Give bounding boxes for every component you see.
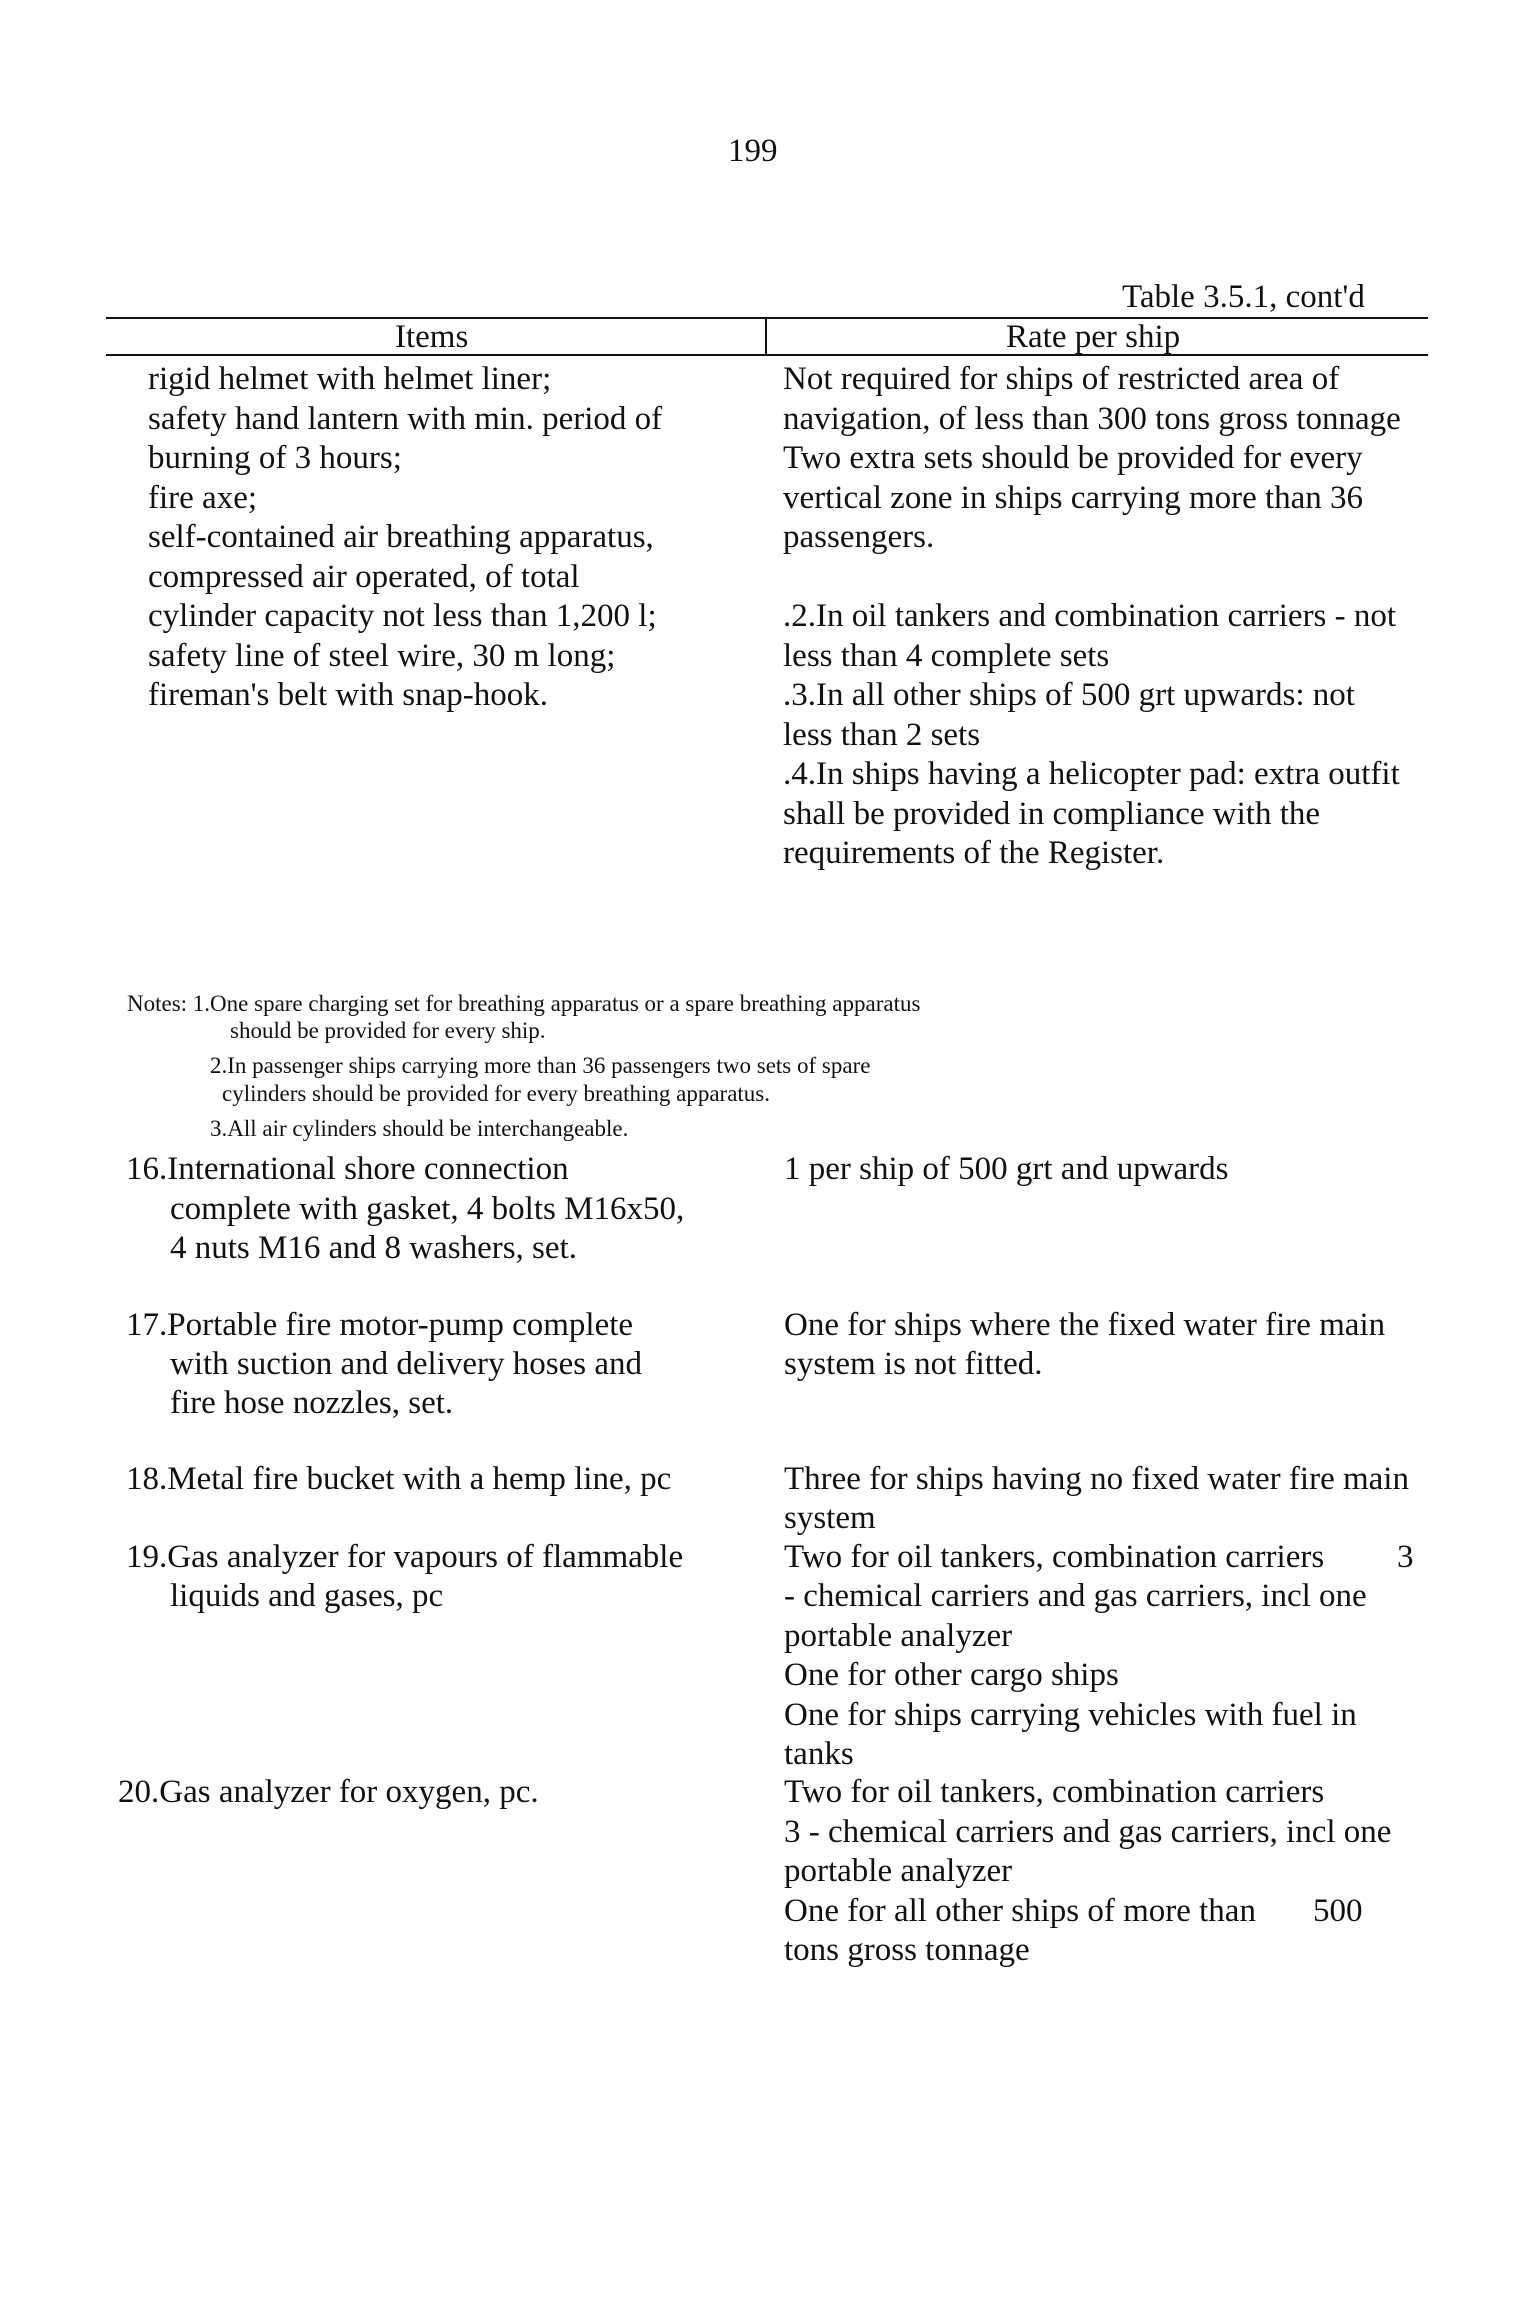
item-19-title: 19.Gas analyzer for vapours of flammable (126, 1539, 684, 1575)
item-17-rate: One for ships where the fixed water fire main (784, 1307, 1386, 1343)
item-16-line: 4 nuts M16 and 8 washers, set. (170, 1230, 577, 1266)
rate-line: vertical zone in ships carrying more than 36 (783, 479, 1364, 516)
item-20-rate-suffix: 500 (1313, 1893, 1363, 1929)
item-16-title: 16.International shore connection (126, 1151, 569, 1187)
item-19-line: liquids and gases, pc (170, 1578, 444, 1614)
rate-line: Not required for ships of restricted area of (783, 361, 1340, 397)
rate-line: Two extra sets should be provided for every (783, 440, 1363, 476)
rate-line: shall be provided in compliance with the (783, 795, 1321, 832)
note-1b: should be provided for every ship. (230, 1018, 546, 1043)
list-item: safety hand lantern with min. period of (148, 400, 663, 437)
list-item: burning of 3 hours; (148, 440, 402, 476)
page-number: 199 (728, 133, 778, 169)
rate-line: - chemical carriers and gas carriers, incl one (784, 1578, 1367, 1614)
rate-line: less than 4 complete sets (783, 637, 1110, 674)
rate-line: less than 2 sets (783, 716, 981, 753)
item-17-title: 17.Portable fire motor-pump complete (126, 1307, 634, 1343)
item-18-rate: system (784, 1500, 876, 1536)
item-19-rate-block (784, 1577, 1367, 1775)
list-item: cylinder capacity not less than 1,200 l; (148, 598, 657, 634)
header-column-divider (765, 317, 767, 356)
item-20-rate-last: One for all other ships of more than (784, 1893, 1256, 1929)
rate-line: navigation, of less than 300 tons gross tonnage (783, 400, 1401, 437)
rate-line: .3.In all other ships of 500 grt upwards: not (783, 677, 1355, 713)
item-20-rate-end: tons gross tonnage (784, 1932, 1030, 1968)
top-rate-part1 (783, 360, 1401, 558)
column-header-rate: Rate per ship (1006, 319, 1181, 355)
note-2a: 2.In passenger ships carrying more than 36 passengers two sets of spare (210, 1053, 871, 1078)
list-item: self-contained air breathing apparatus, (148, 519, 654, 555)
rate-line: One for other cargo ships (784, 1657, 1119, 1693)
rate-line: Two for oil tankers, combination carriers (784, 1774, 1325, 1810)
note-3: 3.All air cylinders should be interchangeable. (210, 1116, 629, 1141)
item-17-line: with suction and delivery hoses and (170, 1346, 642, 1382)
rate-line: 3 - chemical carriers and gas carriers, incl one (784, 1813, 1392, 1850)
rate-line: tanks (784, 1736, 854, 1772)
rate-line: portable analyzer (784, 1617, 1013, 1654)
table-caption: Table 3.5.1, cont'd (1122, 279, 1365, 315)
item-18-title: 18.Metal fire bucket with a hemp line, pc (126, 1461, 672, 1497)
note-1a: Notes: 1.One spare charging set for breathing apparatus or a spare breathing apparatus (127, 991, 921, 1016)
rate-line: passengers. (783, 519, 935, 555)
note-2b: cylinders should be provided for every breathing apparatus. (222, 1081, 770, 1106)
rate-line: requirements of the Register. (783, 835, 1165, 871)
item-20-title: 20.Gas analyzer for oxygen, pc. (118, 1774, 539, 1810)
item-18-rate: Three for ships having no fixed water fire main (784, 1461, 1409, 1497)
header-bottom-rule (106, 354, 1428, 356)
list-item: safety line of steel wire, 30 m long; (148, 637, 616, 674)
item-17-rate: system is not fitted. (784, 1346, 1043, 1382)
list-item: fireman's belt with snap-hook. (148, 677, 549, 713)
item-20-rate-block (784, 1773, 1391, 1892)
rate-line: .4.In ships having a helicopter pad: extra outfit (783, 756, 1400, 792)
item-16-line: complete with gasket, 4 bolts M16x50, (170, 1191, 685, 1227)
rate-line: One for ships carrying vehicles with fuel in (784, 1696, 1357, 1733)
rate-line: portable analyzer (784, 1853, 1013, 1889)
list-item: fire axe; (148, 479, 258, 516)
list-item: rigid helmet with helmet liner; (148, 361, 552, 397)
list-item: compressed air operated, of total (148, 558, 580, 595)
item-19-rate-suffix: 3 (1397, 1539, 1414, 1575)
column-header-items: Items (395, 319, 469, 355)
item-16-rate: 1 per ship of 500 grt and upwards (784, 1151, 1229, 1187)
top-rate-part2 (783, 597, 1400, 874)
item-19-rate: Two for oil tankers, combination carriers (784, 1539, 1325, 1575)
top-items-list (148, 360, 662, 716)
item-17-line: fire hose nozzles, set. (170, 1385, 454, 1421)
header-top-rule (106, 317, 1428, 319)
rate-line: .2.In oil tankers and combination carriers - not (783, 598, 1397, 634)
